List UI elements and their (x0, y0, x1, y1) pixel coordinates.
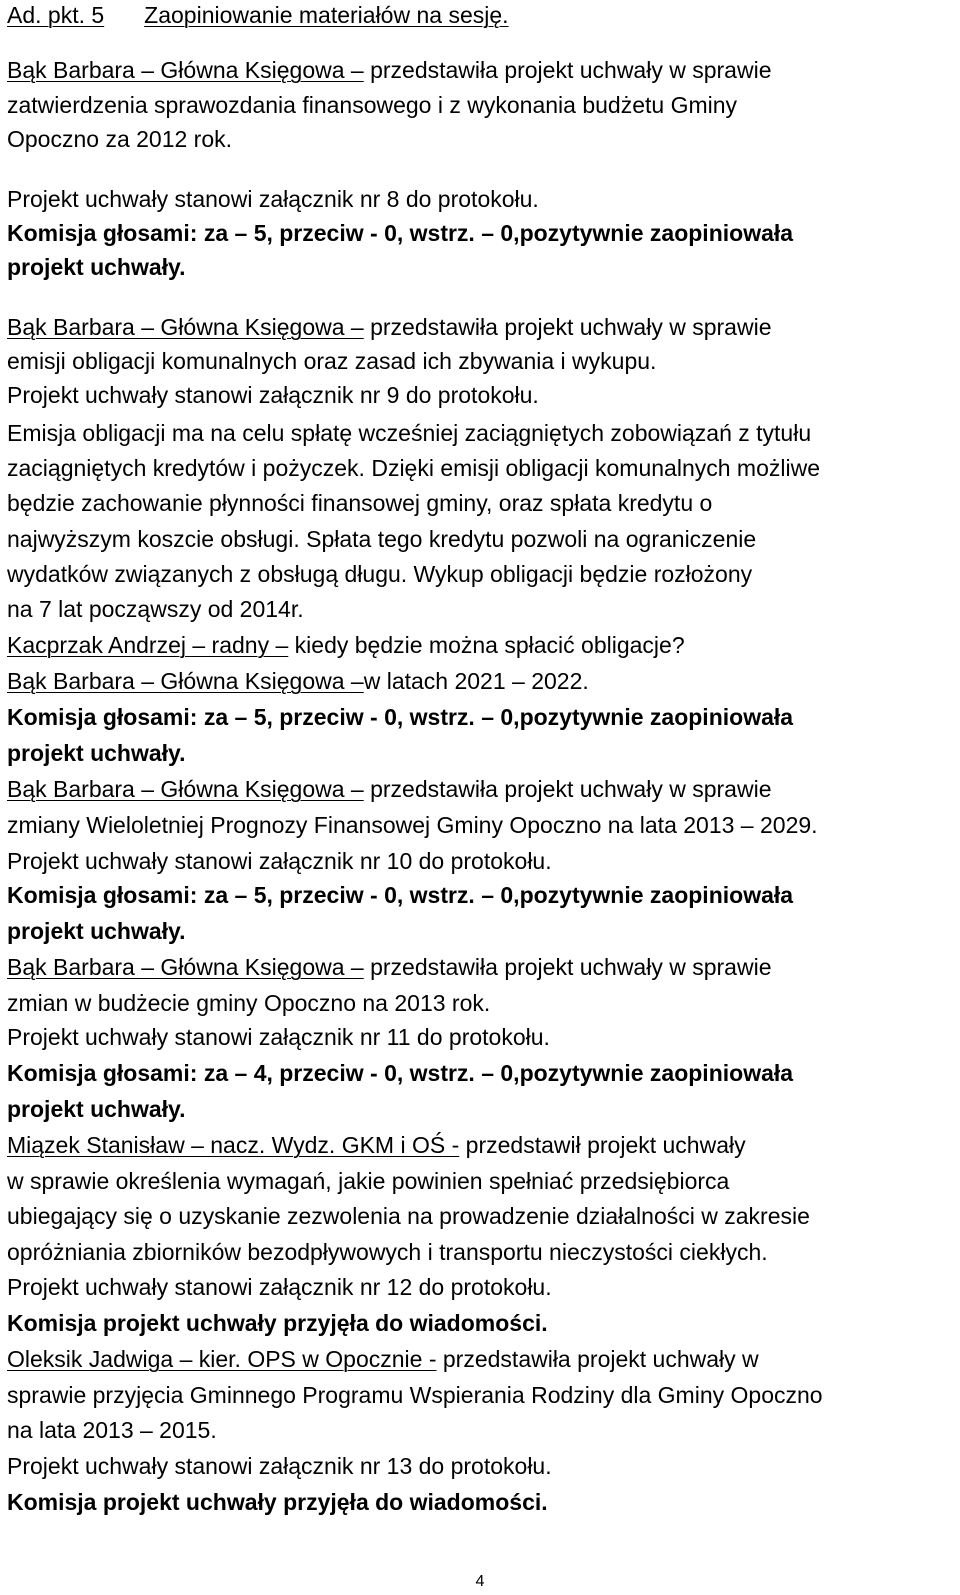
agenda-heading (7, 0, 509, 30)
agenda-item-number: Ad. pkt. 5 (7, 2, 105, 28)
paragraph-line: Emisja obligacji ma na celu spłatę wcześniej zaciągniętych zobowiązań z tytułu (7, 420, 812, 446)
attachment-note: Projekt uchwały stanowi załącznik nr 8 do protokołu. (7, 186, 539, 212)
paragraph-text: przedstawiła projekt uchwały w sprawie (363, 314, 772, 340)
paragraph-line: emisji obligacji komunalnych oraz zasad ich zbywania i wykupu. (7, 348, 657, 374)
paragraph-line (7, 312, 771, 342)
paragraph-line (7, 55, 771, 85)
paragraph-line: na lata 2013 – 2015. (7, 1417, 217, 1443)
speaker-name: Bąk Barbara – Główna Księgowa – (7, 776, 364, 802)
speaker-name: Miązek Stanisław – nacz. Wydz. GKM i OŚ - (7, 1132, 460, 1158)
agenda-item-title: Zaopiniowanie materiałów na sesję. (144, 2, 509, 28)
paragraph-line: zmian w budżecie gminy Opoczno na 2013 rok. (7, 990, 491, 1016)
paragraph-line: będzie zachowanie płynności finansowej gminy, oraz spłata kredytu o (7, 490, 713, 516)
paragraph-line: sprawie przyjęcia Gminnego Programu Wspierania Rodziny dla Gminy Opoczno (7, 1382, 823, 1408)
speaker-name: Bąk Barbara – Główna Księgowa – (7, 57, 364, 83)
vote-result: projekt uchwały. (7, 918, 186, 944)
paragraph-line: zmiany Wieloletniej Prognozy Finansowej Gminy Opoczno na lata 2013 – 2029. (7, 812, 818, 838)
answer-line (7, 666, 589, 696)
speaker-name: Oleksik Jadwiga – kier. OPS w Opocznie - (7, 1346, 437, 1372)
paragraph-text: przedstawiła projekt uchwały w sprawie (363, 954, 772, 980)
paragraph-line: na 7 lat począwszy od 2014r. (7, 596, 304, 622)
vote-result: Komisja głosami: za – 5, przeciw - 0, wstrz. – 0,pozytywnie zaopiniowała (7, 882, 794, 908)
attachment-note: Projekt uchwały stanowi załącznik nr 10 do protokołu. (7, 848, 552, 874)
attachment-note: Projekt uchwały stanowi załącznik nr 9 do protokołu. (7, 382, 539, 408)
paragraph-line (7, 1344, 759, 1374)
committee-result: Komisja projekt uchwały przyjęła do wiadomości. (7, 1310, 548, 1336)
paragraph-text: w latach 2021 – 2022. (363, 668, 589, 694)
paragraph-text: przedstawiła projekt uchwały w (436, 1346, 759, 1372)
paragraph-line (7, 1130, 746, 1160)
paragraph-line: zatwierdzenia sprawozdania finansowego i z wykonania budżetu Gminy (7, 92, 738, 118)
committee-result: Komisja projekt uchwały przyjęła do wiadomości. (7, 1489, 548, 1515)
vote-result: Komisja głosami: za – 5, przeciw - 0, wstrz. – 0,pozytywnie zaopiniowała (7, 704, 794, 730)
speaker-name: Kacprzak Andrzej – radny – (7, 632, 289, 658)
paragraph-line: wydatków związanych z obsługą długu. Wykup obligacji będzie rozłożony (7, 561, 753, 587)
paragraph-line (7, 774, 771, 804)
paragraph-line: ubiegający się o uzyskanie zezwolenia na prowadzenie działalności w zakresie (7, 1203, 810, 1229)
paragraph-line: opróżniania zbiorników bezodpływowych i transportu nieczystości ciekłych. (7, 1239, 768, 1265)
vote-result: projekt uchwały. (7, 740, 186, 766)
paragraph-line: Opoczno za 2012 rok. (7, 126, 233, 152)
page-number: 4 (475, 1573, 485, 1590)
attachment-note: Projekt uchwały stanowi załącznik nr 12 do protokołu. (7, 1274, 552, 1300)
paragraph-text: przedstawiła projekt uchwały w sprawie (363, 57, 772, 83)
paragraph-text: przedstawił projekt uchwały (459, 1132, 746, 1158)
speaker-name: Bąk Barbara – Główna Księgowa – (7, 954, 364, 980)
question-line (7, 630, 685, 660)
speaker-name: Bąk Barbara – Główna Księgowa – (7, 314, 364, 340)
paragraph-line (7, 952, 771, 982)
attachment-note: Projekt uchwały stanowi załącznik nr 11 do protokołu. (7, 1024, 550, 1050)
paragraph-line: najwyższym koszcie obsługi. Spłata tego kredytu pozwoli na ograniczenie (7, 526, 757, 552)
vote-result: projekt uchwały. (7, 1096, 186, 1122)
vote-result: Komisja głosami: za – 5, przeciw - 0, wstrz. – 0,pozytywnie zaopiniowała (7, 220, 794, 246)
vote-result: Komisja głosami: za – 4, przeciw - 0, wstrz. – 0,pozytywnie zaopiniowała (7, 1060, 794, 1086)
vote-result: projekt uchwały. (7, 254, 186, 280)
paragraph-text: kiedy będzie można spłacić obligacje? (288, 632, 685, 658)
attachment-note: Projekt uchwały stanowi załącznik nr 13 do protokołu. (7, 1453, 552, 1479)
paragraph-text: przedstawiła projekt uchwały w sprawie (363, 776, 772, 802)
paragraph-line: w sprawie określenia wymagań, jakie powinien spełniać przedsiębiorca (7, 1168, 730, 1194)
speaker-name: Bąk Barbara – Główna Księgowa – (7, 668, 364, 694)
paragraph-line: zaciągniętych kredytów i pożyczek. Dzięki emisji obligacji komunalnych możliwe (7, 455, 820, 481)
